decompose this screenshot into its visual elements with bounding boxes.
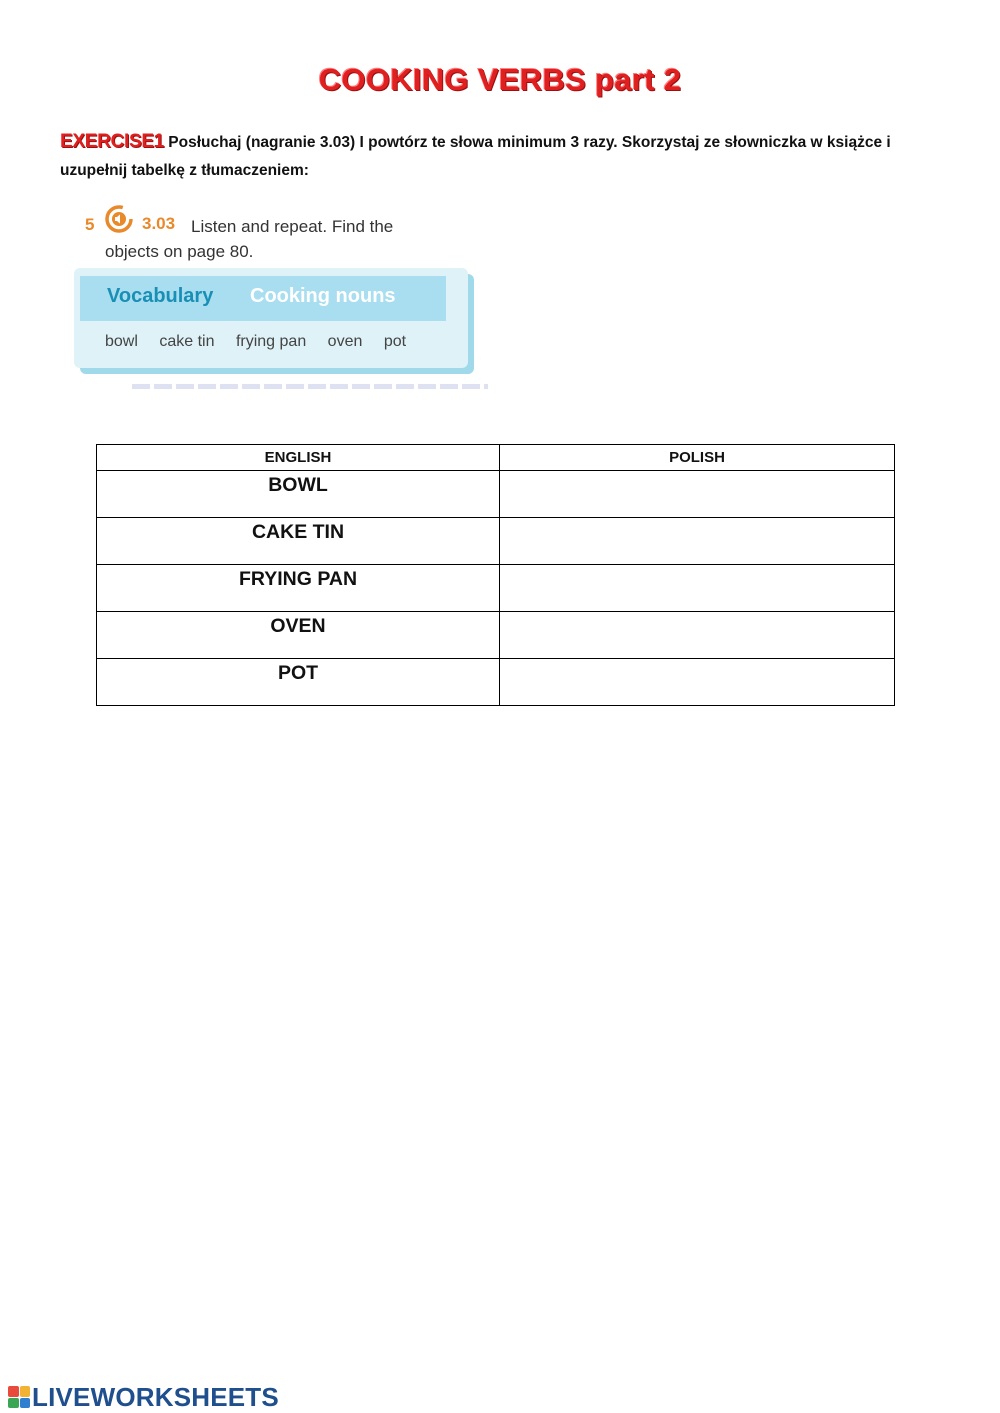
logo-text: LIVEWORKSHEETS (32, 1381, 279, 1412)
liveworksheets-logo (8, 1382, 279, 1412)
exercise-label: EXERCISE1 (60, 131, 164, 152)
textbook-snippet (72, 200, 502, 400)
vocabulary-word-list (105, 333, 423, 351)
english-word: OVEN (97, 612, 500, 659)
logo-blocks-icon (8, 1386, 30, 1408)
english-word: CAKE TIN (97, 518, 500, 565)
vocabulary-word: frying pan (235, 333, 307, 350)
cropped-text-line (132, 384, 488, 389)
english-word: BOWL (97, 471, 500, 518)
table-row (97, 471, 895, 518)
exercise-text: Posłuchaj (nagranie 3.03) I powtórz te słowa minimum 3 razy. Skorzystaj ze słowniczka w książce i uzupełnij tabelkę z tłumaczeniem: (60, 134, 891, 179)
vocabulary-word: bowl (105, 333, 138, 350)
vocabulary-word: cake tin (159, 333, 215, 350)
polish-answer-cell[interactable] (500, 659, 895, 706)
page-title: COOKING VERBS part 2 (318, 62, 682, 97)
track-number: 3.03 (142, 214, 176, 233)
vocabulary-subtitle: Cooking nouns (250, 285, 396, 307)
table-row (97, 518, 895, 565)
vocabulary-title: Vocabulary (107, 285, 214, 307)
english-word: POT (97, 659, 500, 706)
header-polish: POLISH (500, 445, 895, 471)
polish-answer-cell[interactable] (500, 471, 895, 518)
table-row (97, 565, 895, 612)
header-english: ENGLISH (97, 445, 500, 471)
book-instruction: Listen and repeat. Find the objects on page 80. (105, 217, 394, 261)
polish-answer-cell[interactable] (500, 565, 895, 612)
vocabulary-box (74, 268, 468, 368)
vocabulary-word: oven (327, 333, 363, 350)
table-row (97, 612, 895, 659)
translation-table (96, 444, 895, 706)
exercise-number: 5 (85, 215, 95, 234)
polish-answer-cell[interactable] (500, 612, 895, 659)
polish-answer-cell[interactable] (500, 518, 895, 565)
exercise-instructions (60, 128, 930, 185)
table-row (97, 659, 895, 706)
english-word: FRYING PAN (97, 565, 500, 612)
table-header-row (97, 445, 895, 471)
vocabulary-header (80, 276, 446, 321)
vocabulary-word: pot (383, 333, 407, 350)
